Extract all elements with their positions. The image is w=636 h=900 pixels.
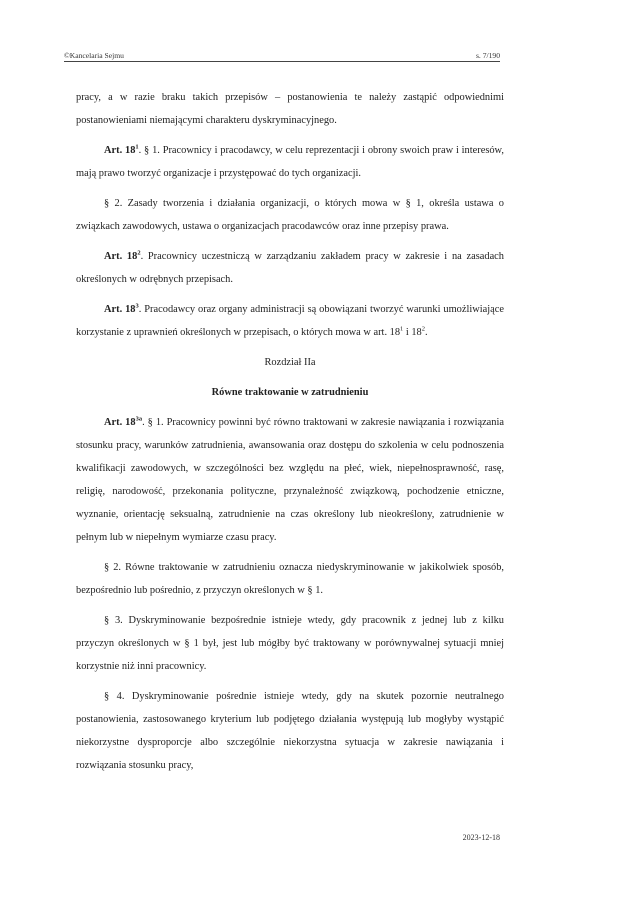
header-page-number: s. 7/190 xyxy=(475,51,500,60)
article-18-2: Art. $18^2$. Pracownicy uczestniczą w zarządzaniu zakładem pracy w zakresie i na zasadach określonych w odrębnych przepisach. xyxy=(76,249,504,285)
article-number: Art. $18^2$ xyxy=(104,249,141,262)
article-18-3a-section-3: § 3. Dyskryminowanie bezpośrednie istnieje wtedy, gdy pracownik z jednej lub z kilku przyczyn określonych w § 1 był, jest lub mógłby być traktowany w porównywalnej sytuacji mniej korzystnie niż inni pracownicy. xyxy=(76,615,504,672)
article-number: Art. $18^1$ xyxy=(104,143,139,156)
article-18-3: Art. $18^3$. Pracodawcy oraz organy administracji są obowiązani tworzyć warunki umożliwiające korzystanie z uprawnień określonych w przepisach, o których mowa w art. $18^1$ i $18^2$. xyxy=(76,302,504,338)
document-body xyxy=(76,86,504,784)
header-source: ©Kancelaria Sejmu xyxy=(64,51,124,60)
article-18-1: Art. $18^1$. § 1. Pracownicy i pracodawcy, w celu reprezentacji i obrony swoich praw i interesów, mają prawo tworzyć organizacje i przystępować do tych organizacji. xyxy=(76,143,504,179)
article-18-3a-section-2: § 2. Równe traktowanie w zatrudnieniu oznacza niedyskryminowanie w jakikolwiek sposób, bezpośrednio lub pośrednio, z przyczyn określonych w § 1. xyxy=(76,562,504,596)
page-header xyxy=(64,46,500,62)
chapter-heading: Rozdział IIa xyxy=(264,357,316,368)
article-18-3a: Art. $18^{3a}$. § 1. Pracownicy powinni być równo traktowani w zakresie nawiązania i rozwiązania stosunku pracy, warunków zatrudnienia, awansowania oraz dostępu do szkolenia w celu podnoszenia kwalifikacji zawodowych, w szczególności bez względu na płeć, wiek, niepełnosprawność, rasę, religię, narodowość, przekonania polityczne, przynależność związkową, pochodzenie etniczne, wyznanie, orientację seksualną, zatrudnienie na czas określony lub nieokreślony, zatrudnienie w pełnym lub w niepełnym wymiarze czasu pracy. xyxy=(76,415,504,543)
article-number: Art. $18^3$ xyxy=(104,302,139,315)
chapter-title: Równe traktowanie w zatrudnieniu xyxy=(211,387,369,398)
article-18-1-section-2: § 2. Zasady tworzenia i działania organizacji, o których mowa w § 1, określa ustawa o związkach zawodowych, ustawa o organizacjach pracodawców oraz inne przepisy prawa. xyxy=(76,198,504,232)
article-number: Art. $18^{3a}$ xyxy=(104,415,143,428)
article-18-3a-section-4: § 4. Dyskryminowanie pośrednie istnieje wtedy, gdy na skutek pozornie neutralnego postanowienia, zastosowanego kryterium lub podjętego działania występują lub mogłyby wystąpić niekorzystne dysproporcje albo szczególnie niekorzystna sytuacja w zakresie nawiązania i rozwiązania stosunku pracy, xyxy=(76,691,504,771)
paragraph-continuation: pracy, a w razie braku takich przepisów – postanowienia te należy zastąpić odpowiednimi postanowieniami niemającymi charakteru dyskryminacyjnego. xyxy=(76,92,504,126)
page-footer-date: 2023-12-18 xyxy=(462,833,500,842)
